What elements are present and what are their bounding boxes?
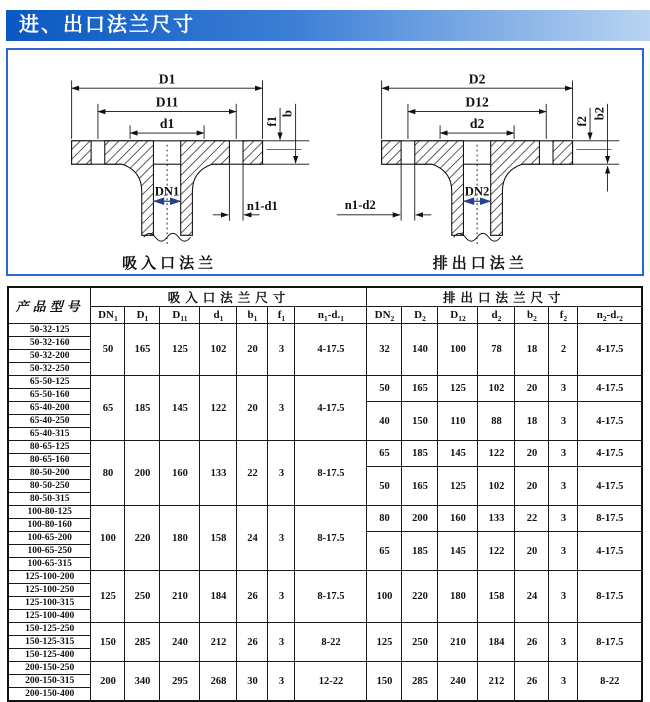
dim-label-thickness: b — [280, 110, 295, 118]
flange-diagrams-panel — [6, 48, 644, 276]
discharge-value-cell: 250 — [402, 623, 438, 662]
discharge-value-cell: 125 — [367, 623, 402, 662]
discharge-value-cell: 3 — [549, 441, 578, 467]
discharge-value-cell: 8-22 — [578, 662, 642, 702]
suction-value-cell: 4-17.5 — [295, 324, 367, 376]
discharge-value-cell: 102 — [478, 376, 515, 402]
suction-value-cell: 8-17.5 — [295, 571, 367, 623]
model-cell: 100-65-200 — [8, 532, 91, 545]
table-row — [8, 662, 642, 675]
suction-value-cell: 3 — [268, 441, 295, 506]
model-cell: 65-40-315 — [8, 428, 91, 441]
page-title-bar — [6, 10, 650, 41]
model-cell: 65-50-160 — [8, 389, 91, 402]
model-cell: 50-32-125 — [8, 324, 91, 337]
suction-value-cell: 268 — [200, 662, 237, 702]
model-cell: 80-50-315 — [8, 493, 91, 506]
suction-value-cell: 3 — [268, 662, 295, 702]
suction-value-cell: 250 — [125, 571, 160, 623]
suction-value-cell: 160 — [160, 441, 200, 506]
table-header-group-row — [8, 287, 642, 307]
suction-value-cell: 200 — [91, 662, 125, 702]
suction-value-cell: 150 — [91, 623, 125, 662]
model-cell: 50-32-160 — [8, 337, 91, 350]
discharge-value-cell: 150 — [402, 402, 438, 441]
discharge-value-cell: 3 — [549, 506, 578, 532]
discharge-value-cell: 3 — [549, 571, 578, 623]
discharge-flange-caption: 排出口法兰 — [432, 256, 528, 272]
discharge-value-cell: 4-17.5 — [578, 441, 642, 467]
discharge-value-cell: 4-17.5 — [578, 402, 642, 441]
table-row — [8, 623, 642, 636]
suction-flange-caption: 吸入口法兰 — [122, 256, 218, 272]
discharge-value-cell: 158 — [478, 571, 515, 623]
suction-value-cell: 125 — [91, 571, 125, 623]
suction-value-cell: 102 — [200, 324, 237, 376]
dim-label-face-dia: d1 — [159, 116, 174, 132]
discharge-value-cell: 212 — [478, 662, 515, 702]
discharge-value-cell: 3 — [549, 402, 578, 441]
discharge-flange-figure — [331, 55, 629, 273]
dim-label-outer-dia: D1 — [158, 71, 176, 87]
suction-value-cell: 100 — [91, 506, 125, 571]
model-cell: 150-125-250 — [8, 623, 91, 636]
discharge-value-cell: 4-17.5 — [578, 467, 642, 506]
discharge-value-cell: 133 — [478, 506, 515, 532]
dim-label-nominal-dia: DN2 — [465, 184, 490, 199]
table-row — [8, 324, 642, 337]
model-cell: 100-65-250 — [8, 545, 91, 558]
model-cell: 100-80-160 — [8, 519, 91, 532]
discharge-value-cell: 102 — [478, 467, 515, 506]
model-cell: 65-40-200 — [8, 402, 91, 415]
discharge-value-cell: 165 — [402, 376, 438, 402]
header-col: $DN_1$ — [91, 307, 125, 324]
discharge-value-cell: 50 — [367, 376, 402, 402]
suction-value-cell: 340 — [125, 662, 160, 702]
dim-label-face-height: f2 — [575, 116, 590, 127]
discharge-value-cell: 78 — [478, 324, 515, 376]
discharge-value-cell: 24 — [515, 571, 549, 623]
discharge-value-cell: 285 — [402, 662, 438, 702]
discharge-value-cell: 220 — [402, 571, 438, 623]
discharge-value-cell: 65 — [367, 532, 402, 571]
suction-value-cell: 12-22 — [295, 662, 367, 702]
discharge-value-cell: 2 — [549, 324, 578, 376]
suction-value-cell: 50 — [91, 324, 125, 376]
discharge-value-cell: 240 — [438, 662, 478, 702]
header-col: $f_2$ — [549, 307, 578, 324]
suction-value-cell: 122 — [200, 376, 237, 441]
discharge-value-cell: 125 — [438, 467, 478, 506]
discharge-value-cell: 20 — [515, 441, 549, 467]
header-col: $b_1$ — [237, 307, 268, 324]
discharge-value-cell: 3 — [549, 532, 578, 571]
header-product-model: 产品型号 — [8, 287, 91, 324]
suction-value-cell: 184 — [200, 571, 237, 623]
suction-value-cell: 26 — [237, 571, 268, 623]
suction-value-cell: 165 — [125, 324, 160, 376]
discharge-value-cell: 8-17.5 — [578, 623, 642, 662]
header-suction-group: 吸入口法兰尺寸 — [91, 287, 367, 307]
discharge-value-cell: 122 — [478, 532, 515, 571]
discharge-flange-diagram — [331, 55, 629, 251]
header-col: $b_2$ — [515, 307, 549, 324]
suction-value-cell: 295 — [160, 662, 200, 702]
header-col: $D_{12}$ — [438, 307, 478, 324]
discharge-value-cell: 185 — [402, 532, 438, 571]
suction-value-cell: 3 — [268, 506, 295, 571]
discharge-value-cell: 140 — [402, 324, 438, 376]
suction-value-cell: 65 — [91, 376, 125, 441]
page-title: 进、出口法兰尺寸 — [19, 14, 195, 36]
suction-value-cell: 125 — [160, 324, 200, 376]
discharge-value-cell: 3 — [549, 467, 578, 506]
discharge-value-cell: 80 — [367, 506, 402, 532]
header-col: $D_2$ — [402, 307, 438, 324]
dim-label-face-dia: d2 — [470, 116, 485, 132]
model-cell: 100-65-315 — [8, 558, 91, 571]
header-col: $d_1$ — [200, 307, 237, 324]
suction-value-cell: 20 — [237, 324, 268, 376]
dim-label-face-height: f1 — [264, 116, 279, 127]
header-col: $D_1$ — [125, 307, 160, 324]
discharge-value-cell: 150 — [367, 662, 402, 702]
model-cell: 150-125-400 — [8, 649, 91, 662]
suction-value-cell: 22 — [237, 441, 268, 506]
model-cell: 125-100-400 — [8, 610, 91, 623]
discharge-value-cell: 165 — [402, 467, 438, 506]
suction-value-cell: 3 — [268, 623, 295, 662]
suction-value-cell: 185 — [125, 376, 160, 441]
header-col: $DN_2$ — [367, 307, 402, 324]
discharge-value-cell: 20 — [515, 376, 549, 402]
discharge-value-cell: 8-17.5 — [578, 506, 642, 532]
discharge-value-cell: 125 — [438, 376, 478, 402]
model-cell: 80-50-200 — [8, 467, 91, 480]
suction-value-cell: 240 — [160, 623, 200, 662]
discharge-value-cell: 20 — [515, 532, 549, 571]
dim-label-thickness: b2 — [592, 106, 607, 121]
dim-label-bolt-circle-dia: D12 — [465, 94, 490, 110]
suction-value-cell: 8-22 — [295, 623, 367, 662]
discharge-value-cell: 3 — [549, 376, 578, 402]
discharge-value-cell: 8-17.5 — [578, 571, 642, 623]
suction-value-cell: 145 — [160, 376, 200, 441]
discharge-value-cell: 200 — [402, 506, 438, 532]
suction-value-cell: 3 — [268, 324, 295, 376]
discharge-value-cell: 3 — [549, 623, 578, 662]
discharge-value-cell: 50 — [367, 467, 402, 506]
suction-value-cell: 30 — [237, 662, 268, 702]
discharge-value-cell: 26 — [515, 623, 549, 662]
suction-flange-figure — [21, 55, 319, 273]
discharge-value-cell: 160 — [438, 506, 478, 532]
suction-value-cell: 4-17.5 — [295, 376, 367, 441]
suction-value-cell: 180 — [160, 506, 200, 571]
discharge-value-cell: 40 — [367, 402, 402, 441]
table-row — [8, 441, 642, 454]
flange-dimensions-table — [7, 286, 643, 702]
model-cell: 100-80-125 — [8, 506, 91, 519]
dim-label-outer-dia: D2 — [469, 71, 486, 87]
model-cell: 125-100-315 — [8, 597, 91, 610]
dim-label-bolt-holes: n1-d2 — [345, 197, 377, 212]
discharge-value-cell: 100 — [438, 324, 478, 376]
table-row — [8, 571, 642, 584]
suction-value-cell: 200 — [125, 441, 160, 506]
header-col: $d_2$ — [478, 307, 515, 324]
table-row — [8, 376, 642, 389]
model-cell: 65-40-250 — [8, 415, 91, 428]
suction-flange-diagram — [21, 55, 319, 251]
suction-value-cell: 8-17.5 — [295, 506, 367, 571]
dim-label-bolt-holes: n1-d1 — [246, 198, 278, 213]
discharge-value-cell: 184 — [478, 623, 515, 662]
model-cell: 65-50-125 — [8, 376, 91, 389]
discharge-value-cell: 100 — [367, 571, 402, 623]
model-cell: 200-150-400 — [8, 688, 91, 702]
discharge-value-cell: 210 — [438, 623, 478, 662]
suction-value-cell: 80 — [91, 441, 125, 506]
suction-value-cell: 3 — [268, 376, 295, 441]
discharge-value-cell: 65 — [367, 441, 402, 467]
suction-value-cell: 20 — [237, 376, 268, 441]
header-discharge-group: 排出口法兰尺寸 — [367, 287, 642, 307]
discharge-value-cell: 110 — [438, 402, 478, 441]
model-cell: 200-150-315 — [8, 675, 91, 688]
header-col: $f_1$ — [268, 307, 295, 324]
model-cell: 125-100-200 — [8, 571, 91, 584]
discharge-value-cell: 20 — [515, 467, 549, 506]
discharge-value-cell: 185 — [402, 441, 438, 467]
discharge-value-cell: 145 — [438, 441, 478, 467]
model-cell: 80-65-160 — [8, 454, 91, 467]
discharge-value-cell: 4-17.5 — [578, 532, 642, 571]
discharge-value-cell: 145 — [438, 532, 478, 571]
suction-value-cell: 8-17.5 — [295, 441, 367, 506]
model-cell: 200-150-250 — [8, 662, 91, 675]
suction-value-cell: 133 — [200, 441, 237, 506]
suction-value-cell: 26 — [237, 623, 268, 662]
table-header-cols-row — [8, 307, 642, 324]
dim-label-bolt-circle-dia: D11 — [155, 94, 179, 110]
discharge-value-cell: 88 — [478, 402, 515, 441]
header-col: $D_{11}$ — [160, 307, 200, 324]
discharge-value-cell: 180 — [438, 571, 478, 623]
discharge-value-cell: 3 — [549, 662, 578, 702]
suction-value-cell: 212 — [200, 623, 237, 662]
model-cell: 50-32-200 — [8, 350, 91, 363]
discharge-value-cell: 4-17.5 — [578, 324, 642, 376]
model-cell: 125-100-250 — [8, 584, 91, 597]
table-row — [8, 506, 642, 519]
suction-value-cell: 24 — [237, 506, 268, 571]
header-col: $n_2-d._2$ — [578, 307, 642, 324]
discharge-value-cell: 18 — [515, 324, 549, 376]
discharge-value-cell: 4-17.5 — [578, 376, 642, 402]
discharge-value-cell: 26 — [515, 662, 549, 702]
suction-value-cell: 158 — [200, 506, 237, 571]
suction-value-cell: 210 — [160, 571, 200, 623]
model-cell: 80-50-250 — [8, 480, 91, 493]
dim-label-nominal-dia: DN1 — [154, 184, 180, 199]
suction-value-cell: 285 — [125, 623, 160, 662]
discharge-value-cell: 22 — [515, 506, 549, 532]
discharge-value-cell: 32 — [367, 324, 402, 376]
discharge-value-cell: 122 — [478, 441, 515, 467]
header-col: $n_1-d._1$ — [295, 307, 367, 324]
suction-value-cell: 3 — [268, 571, 295, 623]
suction-value-cell: 220 — [125, 506, 160, 571]
discharge-value-cell: 18 — [515, 402, 549, 441]
model-cell: 150-125-315 — [8, 636, 91, 649]
model-cell: 80-65-125 — [8, 441, 91, 454]
model-cell: 50-32-250 — [8, 363, 91, 376]
